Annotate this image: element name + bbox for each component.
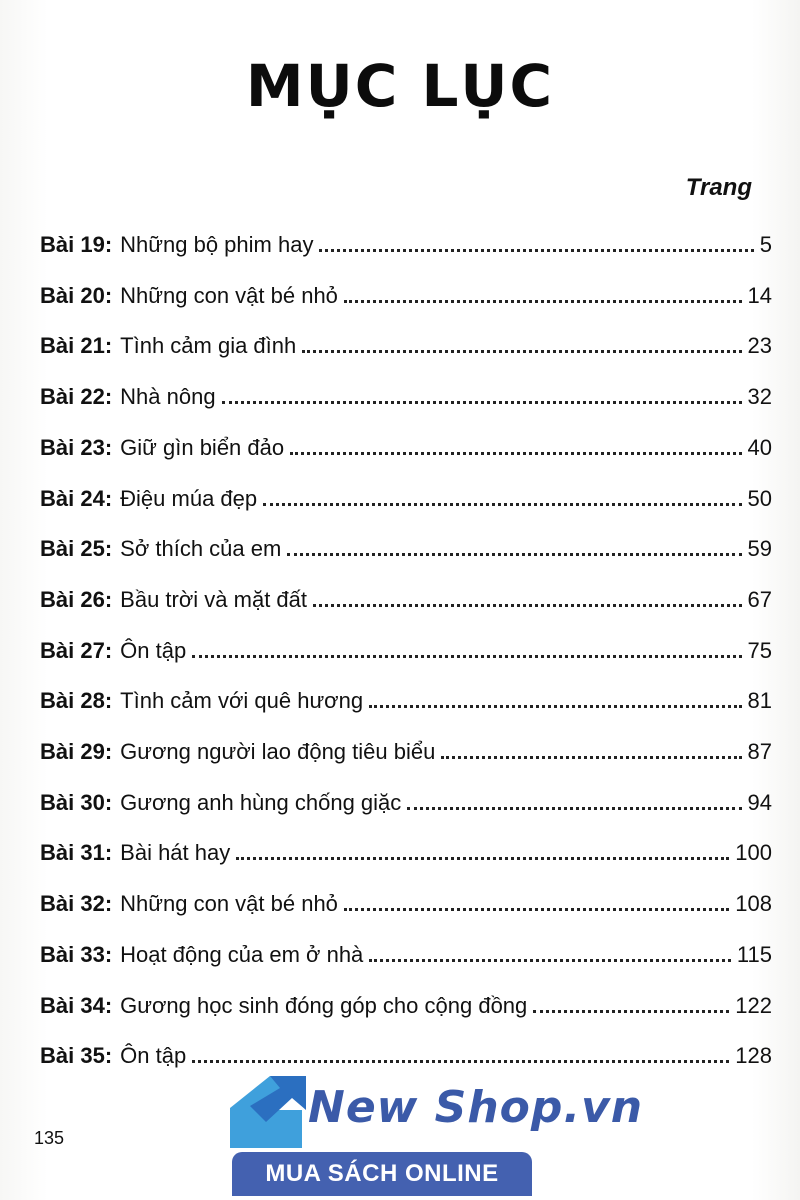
lesson-number: Bài 31:: [40, 840, 113, 866]
lesson-title: Gương học sinh đóng góp cho cộng đồng: [120, 992, 528, 1018]
toc-row: [40, 776, 772, 816]
lesson-number: Bài 22:: [40, 384, 113, 410]
arrow-logo-icon: [230, 1070, 310, 1150]
dot-leader: [369, 705, 741, 708]
toc-row: [40, 826, 772, 866]
page-title: MỤC LỤC: [245, 52, 555, 120]
dot-leader: [407, 807, 741, 810]
dot-leader: [319, 249, 753, 252]
dot-leader: [441, 756, 741, 759]
dot-leader: [290, 452, 741, 455]
toc-row: [40, 522, 772, 562]
lesson-title: Ôn tập: [120, 1043, 187, 1069]
lesson-title: Những con vật bé nhỏ: [120, 282, 338, 308]
lesson-title: Điệu múa đẹp: [120, 485, 258, 511]
lesson-title: Bầu trời và mặt đất: [120, 586, 307, 612]
lesson-page-number: 23: [747, 333, 772, 359]
toc-row: [40, 269, 772, 309]
toc-row: [40, 877, 772, 917]
logo-brand-text: New Shop.vn: [308, 1082, 644, 1133]
lesson-number: Bài 25:: [40, 536, 113, 562]
lesson-page-number: 81: [747, 688, 772, 714]
toc-row: [40, 624, 772, 664]
lesson-title: Gương người lao động tiêu biểu: [120, 739, 436, 764]
dot-leader: [287, 553, 741, 556]
dot-leader: [236, 857, 729, 860]
lesson-page-number: 50: [747, 485, 772, 511]
lesson-title: Hoạt động của em ở nhà: [120, 941, 364, 967]
lesson-title: Gương anh hùng chống giặc: [120, 789, 402, 815]
lesson-number: Bài 32:: [40, 891, 113, 917]
dot-leader: [222, 401, 742, 404]
toc-row: [40, 218, 772, 258]
lesson-number: Bài 27:: [40, 637, 113, 663]
toc-row: [40, 1029, 772, 1069]
lesson-page-number: 32: [747, 384, 772, 410]
lesson-number: Bài 26:: [40, 586, 113, 612]
lesson-page-number: 128: [735, 1043, 772, 1069]
toc-row: [40, 928, 772, 968]
lesson-page-number: 87: [747, 739, 772, 764]
page-number: 135: [34, 1128, 65, 1148]
lesson-page-number: 108: [735, 891, 772, 917]
lesson-title: Bài hát hay: [120, 840, 231, 866]
toc-row: [40, 472, 772, 512]
lesson-number: Bài 34:: [40, 992, 113, 1018]
logo-tagline-text: MUA SÁCH ONLINE: [265, 1160, 499, 1187]
lesson-page-number: 40: [747, 434, 772, 460]
lesson-page-number: 59: [747, 536, 772, 562]
lesson-title: Giữ gìn biển đảo: [120, 434, 285, 460]
lesson-title: Tình cảm với quê hương: [120, 688, 364, 714]
logo-tagline-banner: [232, 1152, 532, 1196]
toc-row: [40, 370, 772, 410]
toc-row: [40, 573, 772, 613]
dot-leader: [192, 655, 741, 658]
lesson-page-number: 100: [735, 840, 772, 866]
lesson-page-number: 14: [747, 282, 772, 308]
lesson-number: Bài 20:: [40, 282, 113, 308]
toc-row: [40, 725, 772, 765]
dot-leader: [369, 959, 731, 962]
lesson-number: Bài 21:: [40, 333, 113, 359]
lesson-page-number: 122: [735, 992, 772, 1018]
dot-leader: [344, 300, 742, 303]
lesson-number: Bài 35:: [40, 1043, 113, 1069]
page-column-header: Trang: [685, 174, 752, 201]
dot-leader: [313, 604, 742, 607]
lesson-page-number: 94: [747, 789, 772, 815]
lesson-title: Những bộ phim hay: [120, 232, 314, 257]
dot-leader: [533, 1010, 729, 1013]
lesson-page-number: 75: [747, 637, 772, 663]
toc-row: [40, 319, 772, 359]
lesson-number: Bài 33:: [40, 941, 113, 967]
lesson-number: Bài 19:: [40, 232, 113, 257]
newshop-logo: [230, 1070, 644, 1200]
lesson-title: Những con vật bé nhỏ: [120, 891, 338, 917]
lesson-number: Bài 23:: [40, 434, 113, 460]
lesson-number: Bài 30:: [40, 789, 113, 815]
lesson-page-number: 5: [759, 232, 772, 257]
lesson-title: Nhà nông: [120, 384, 216, 410]
toc-row: [40, 979, 772, 1019]
lesson-title: Tình cảm gia đình: [120, 333, 297, 359]
lesson-title: Ôn tập: [120, 637, 187, 663]
lesson-number: Bài 29:: [40, 739, 113, 764]
lesson-page-number: 115: [736, 941, 772, 967]
lesson-number: Bài 28:: [40, 688, 113, 714]
toc-row: [40, 674, 772, 714]
lesson-number: Bài 24:: [40, 485, 113, 511]
dot-leader: [263, 503, 741, 506]
dot-leader: [192, 1060, 729, 1063]
lesson-title: Sở thích của em: [120, 536, 282, 562]
toc-row: [40, 421, 772, 461]
dot-leader: [302, 350, 741, 353]
lesson-page-number: 67: [747, 586, 772, 612]
dot-leader: [344, 908, 729, 911]
